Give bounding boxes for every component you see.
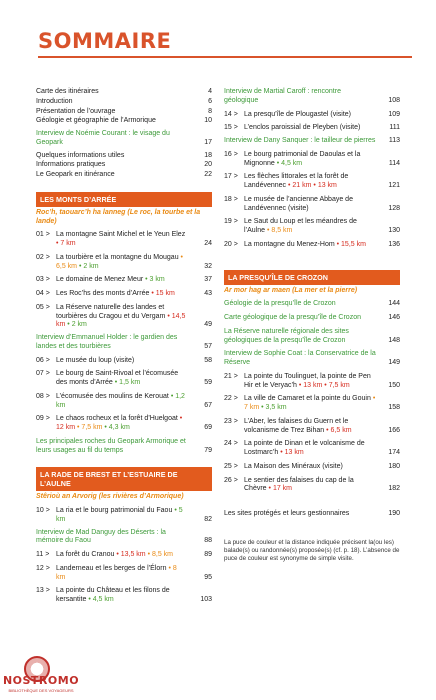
toc-entry[interactable]: 17 > Les flèches littorales et la forêt de Landévennec • 21 km • 13 km 121 [224,173,400,189]
page-number: 114 [388,159,400,167]
title-divider [38,56,412,58]
distance: 4,5 km [92,596,114,603]
toc-entry[interactable]: 09 > Le chaos rocheux et la forêt d’Huelgoat • 12 km • 7,5 km • 4,3 km 69 [36,415,212,431]
trail-dot: • [170,392,174,400]
trail-dot: • [268,485,271,493]
toc-entry[interactable]: 01 > La montagne Saint Michel et le Yeun Elez • 7 km 24 [36,231,212,247]
geology-entry[interactable]: La Réserve naturelle régionale des sites géologiques de la presqu’île de Crozon 148 [224,327,400,344]
page-number: 82 [204,515,212,523]
toc-entry[interactable]: 24 > La pointe de Dinan et le volcanisme de Lostmarc’h • 13 km 174 [224,440,400,456]
section-subtitle: Stêrioù an Arvorig (les rivières d’Armorique) [36,493,184,501]
trail-dot: • [179,415,183,423]
section-header-monts-arree: LES MONTS D’ARRÉE [36,192,212,207]
distance: 2 km [83,262,99,270]
section-subtitle: Roc’h, taouarc’h ha lanneg (Le roc, la tourbe et la lande) [36,208,201,225]
rocks-entry[interactable]: Les principales roches du Geopark Armorique et leurs usages au fil du temps 79 [36,437,212,454]
logo-name: NOSTROMO [2,674,80,687]
distance: 13,5 km [120,551,146,558]
trail-dot: • [180,253,183,261]
page-number: 88 [204,537,212,545]
page-number: 4 [208,88,212,95]
page-number: 89 [204,551,212,558]
trail-dot: • [276,159,280,167]
distance: 13 km [303,381,323,389]
distance: 17 km [272,485,292,493]
toc-entry[interactable]: 04 > Les Roc’hs des monts d’Arrée • 15 km 43 [36,290,212,297]
toc-left-column [36,88,212,605]
distance: 7,5 km [81,424,103,431]
toc-entry[interactable]: Présentation de l’ouvrage 8 [36,107,212,115]
toc-entry[interactable]: 08 > L’écomusée des moulins de Kerouat • 1,2 km 67 [36,392,212,409]
page-number: 166 [388,426,400,434]
page-number: 103 [200,596,212,603]
trail-dot: • [174,507,177,514]
toc-entry[interactable]: 19 > Le Saut du Loup et les méandres de l’Aulne • 8,5 km 130 [224,218,400,234]
page-number: 144 [388,300,400,308]
intro-list [36,88,212,126]
toc-entry[interactable]: Le Geopark en itinérance 22 [36,171,212,178]
toc-entry[interactable]: 03 > Le domaine de Menez Meur • 3 km 37 [36,276,212,284]
trail-dot: • [298,381,302,389]
distance: 8,5 km [271,227,293,234]
toc-entry[interactable]: 06 > Le musée du loup (visite) 58 [36,356,212,364]
logo-tagline: BIBLIOTHÈQUE DES VOYAGEURS [8,688,74,693]
page-number: 49 [204,321,212,329]
toc-right-column [224,88,400,564]
page-title: SOMMAIRE [38,29,172,53]
trail-dot: • [56,240,59,247]
section-header-crozon: LA PRESQU’ÎLE DE CROZON [224,270,400,285]
page-number: 130 [388,227,400,234]
trail-dot: • [116,551,119,558]
toc-entry[interactable]: 15 > L’enclos paroissial de Pleyben (visite) 111 [224,124,400,132]
page-number: 58 [204,356,212,364]
distance: 3 km [149,276,165,284]
page-number: 113 [388,137,400,144]
page-number: 10 [204,117,212,125]
section-subtitle: Ar mor hag ar maen (La mer et la pierre) [224,286,358,294]
page-number: 109 [388,110,400,118]
trail-dot: • [324,381,327,389]
trail-dot: • [167,312,170,320]
distance: 15,5 km [341,240,366,248]
distance: 8 km [56,564,177,581]
trail-dot: • [261,404,264,411]
page-number: 57 [204,342,212,350]
page-number: 18 [204,151,212,159]
distance: 2 km [71,321,87,329]
toc-entry[interactable]: 21 > La pointe du Toulinguet, la pointe de Pen Hir et le Veryac’h • 13 km • 7,5 km 150 [224,372,400,389]
toc-entry[interactable]: Quelques informations utiles 18 [36,151,212,159]
page-number: 6 [208,97,212,105]
toc-entry[interactable]: 23 > L’Aber, les falaises du Guern et le volcanisme de Trez Bihan • 6,5 km 166 [224,417,400,434]
toc-entry[interactable]: 10 > La ria et le bourg patrimonial du Faou • 5 km 82 [36,507,212,523]
page-number: 180 [388,462,400,470]
trail-dot: • [67,321,70,329]
distance: 1,2 km [56,392,185,409]
page-number: 128 [388,204,400,212]
page-number: 136 [388,240,400,248]
distance: 8,5 km [152,551,174,558]
trail-dot: • [151,290,154,297]
page-number: 121 [388,182,400,189]
trail-dot: • [313,182,316,189]
page-number: 150 [388,381,400,389]
trail-dot: • [336,240,340,248]
page-number: 43 [204,290,212,297]
toc-entry[interactable]: Carte des itinéraires 4 [36,88,212,95]
distance: 13 km [284,449,304,456]
geology-entry[interactable]: Géologie de la presqu’île de Crozon 144 [224,300,400,308]
trail-dot: • [280,449,283,456]
distance: 14,5 km [56,312,186,329]
trail-dot: • [266,227,270,234]
page-number: 148 [388,336,400,344]
distance: 3,5 km [265,404,287,411]
page-number: 174 [388,449,400,456]
toc-entry[interactable]: Géologie et géographie de l’Armorique 10 [36,117,212,125]
toc-entry[interactable]: 05 > La Réserve naturelle des landes et tourbières du Cragou et du Vergam • 14,5 km • 2 km 49 [36,303,212,329]
page-number: 32 [204,262,212,270]
distance: 7 km [244,404,260,411]
distance: 5 km [56,507,183,523]
interview-entry[interactable]: Interview de Sophie Coat : la Conservatrice de la Réserve 149 [224,350,400,366]
page-number: 59 [204,379,212,386]
toc-entry[interactable]: 16 > Le bourg patrimonial de Daoulas et la Mignonne • 4,5 km 114 [224,150,400,167]
section-header-rade-brest: LA RADE DE BREST ET L’ESTUAIRE DE L’AULNE [36,467,212,491]
distance: 12 km [56,424,76,431]
trail-dot: • [168,564,171,572]
toc-entry[interactable]: 25 > La Maison des Minéraux (visite) 180 [224,462,400,470]
page-number: 67 [204,401,212,409]
interview-entry[interactable]: Interview de Mad Danguy des Déserts : la mémoire du Faou 88 [36,528,212,545]
page-number: 8 [208,107,212,115]
distance: 13 km [317,182,337,189]
toc-entry[interactable]: 02 > La tourbière et la montagne du Mougau • 6,5 km • 2 km 32 [36,253,212,270]
toc-entry[interactable]: 07 > Le bourg de Saint-Rivoal et l’écomusée des monts d’Arrée • 1,5 km 59 [36,370,212,386]
page-number: 37 [204,276,212,284]
toc-entry[interactable]: 11 > La forêt du Cranou • 13,5 km • 8,5 km 89 [36,551,212,558]
page-number: 17 [204,138,212,146]
distance: 4,5 km [281,159,303,167]
nostromo-logo [2,656,80,696]
trail-dot: • [147,551,151,558]
toc-entry[interactable]: 14 > La presqu’île de Plougastel (visite) 109 [224,110,400,118]
distance: 15 km [155,290,175,297]
toc-entry[interactable]: Informations pratiques 20 [36,161,212,169]
toc-entry[interactable]: 22 > La ville de Camaret et la pointe du Gouin • 7 km • 3,5 km 158 [224,395,400,411]
interview-entry[interactable]: Interview de Noémie Courant : le visage du Geopark 17 [36,130,212,146]
page-number: 69 [204,424,212,431]
trail-dot: • [145,276,148,284]
distance: 7 km [60,240,76,247]
page-number: 95 [204,573,212,581]
trail-dot: • [78,262,82,270]
page-number: 24 [204,240,212,247]
trail-dot: • [372,395,376,403]
page-number: 158 [388,404,400,411]
page-number: 149 [388,359,400,366]
page-number: 190 [388,510,400,517]
legend-note: La puce de couleur et la distance indiquée précisent la(ou les) balade(s) ou randonnée(s) proposée(s) (cf. p. 18). L’absence de puce de couleur est synonyme de simple visite. [224,538,400,563]
toc-entry[interactable]: 12 > Landerneau et les berges de l’Élorn • 8 km 95 [36,564,212,581]
toc-entry[interactable]: 26 > Le sentier des falaises du cap de la Chèvre • 17 km 182 [224,476,400,493]
toc-entry[interactable]: 18 > Le musée de l’ancienne Abbaye de Landévennec (visite) 128 [224,195,400,212]
distance: 4,3 km [108,424,130,431]
page-number: 108 [388,96,400,104]
page-number: 22 [204,171,212,178]
distance: 6,5 km [56,262,78,270]
page-number: 20 [204,161,212,169]
toc-entry[interactable]: 13 > La pointe du Château et les filons de kersantite • 4,5 km 103 [36,587,212,603]
interview-entry[interactable]: Interview de Martial Caroff : rencontre géologique 108 [224,88,400,104]
interview-entry[interactable]: Interview d’Emmanuel Holder : le gardien des landes et des tourbières 57 [36,334,212,350]
info-list [36,152,212,180]
trail-dot: • [114,379,118,386]
distance: 21 km [292,182,312,189]
interview-entry[interactable]: Interview de Dany Sanquer : le tailleur de pierres 113 [224,137,400,144]
geology-entry[interactable]: Carte géologique de la presqu’île de Crozon 146 [224,314,400,321]
page-number: 146 [388,314,400,321]
distance: 7,5 km [328,381,350,389]
page-number: 111 [389,124,400,132]
distance: 1,5 km [119,379,141,386]
distance: 6,5 km [330,426,352,434]
trail-dot: • [326,426,329,434]
toc-entry[interactable]: Introduction 6 [36,97,212,105]
page-number: 182 [388,485,400,493]
trail-dot: • [288,182,291,189]
trail-dot: • [77,424,80,431]
toc-entry[interactable]: Les sites protégés et leurs gestionnaires 190 [224,510,400,517]
trail-dot: • [104,424,107,431]
page-number: 79 [204,446,212,454]
toc-entry[interactable]: 20 > La montagne du Menez-Hom • 15,5 km 136 [224,240,400,248]
trail-dot: • [88,596,91,603]
